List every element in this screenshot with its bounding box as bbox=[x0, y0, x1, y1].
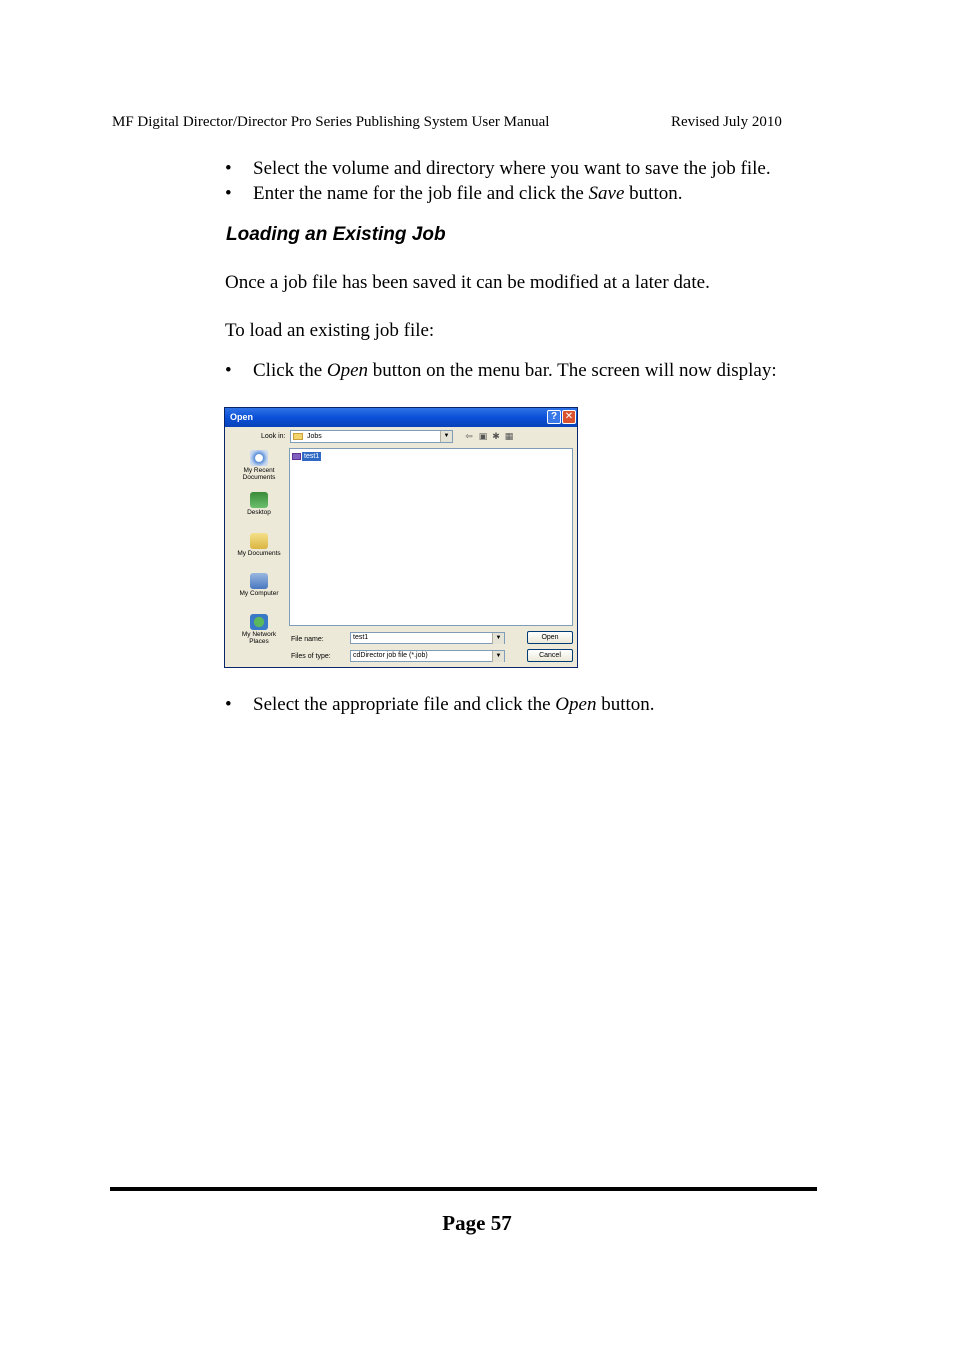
place-label: My Computer bbox=[239, 590, 279, 597]
place-network[interactable] bbox=[230, 614, 288, 645]
up-folder-icon[interactable]: ▣ bbox=[478, 431, 488, 441]
my-documents-icon bbox=[250, 533, 268, 549]
place-desktop[interactable] bbox=[230, 492, 288, 516]
new-folder-icon[interactable]: ✱ bbox=[492, 431, 500, 441]
place-label: My Network bbox=[241, 631, 277, 638]
list-item bbox=[225, 694, 655, 716]
emphasis-save: Save bbox=[588, 183, 625, 204]
place-label: Desktop bbox=[247, 509, 271, 516]
bullet-glyph: • bbox=[225, 694, 232, 715]
section-heading: Loading an Existing Job bbox=[226, 224, 446, 245]
list-item-text: button on the menu bar. The screen will now display: bbox=[368, 360, 777, 381]
bullet-glyph: • bbox=[225, 183, 232, 204]
look-in-dropdown[interactable] bbox=[290, 430, 453, 443]
list-item-text: button. bbox=[624, 183, 683, 204]
folder-icon bbox=[293, 433, 303, 440]
file-type-value: cdDirector job file (*.job) bbox=[353, 652, 428, 659]
place-label: Documents bbox=[242, 474, 276, 481]
open-button[interactable]: Open bbox=[527, 631, 573, 644]
list-item-text: Select the appropriate file and click the bbox=[253, 694, 556, 715]
running-header-title: MF Digital Director/Director Pro Series Publishing System User Manual bbox=[112, 114, 550, 130]
place-label: My Documents bbox=[237, 550, 281, 557]
file-type-label: Files of type: bbox=[291, 653, 331, 660]
list-item bbox=[225, 158, 771, 180]
list-item-text: Select the volume and directory where you want to save the job file. bbox=[253, 158, 771, 179]
file-type-dropdown[interactable] bbox=[350, 650, 505, 662]
place-label: Places bbox=[249, 638, 269, 645]
place-recent-documents[interactable] bbox=[230, 450, 288, 481]
network-places-icon bbox=[250, 614, 268, 630]
places-bar bbox=[230, 448, 288, 658]
close-button[interactable]: ✕ bbox=[562, 410, 576, 424]
dialog-titlebar bbox=[225, 408, 577, 427]
view-menu-icon[interactable]: ▦ bbox=[504, 431, 514, 441]
cancel-button[interactable]: Cancel bbox=[527, 649, 573, 662]
page-number: Page 57 bbox=[442, 1211, 512, 1235]
chevron-down-icon[interactable]: ▼ bbox=[492, 651, 504, 662]
bullet-glyph: • bbox=[225, 158, 232, 179]
footer-rule bbox=[110, 1187, 817, 1191]
dialog-title: Open bbox=[230, 412, 254, 422]
back-arrow-icon[interactable]: ⇦ bbox=[465, 431, 473, 441]
file-list[interactable] bbox=[289, 448, 573, 626]
recent-documents-icon bbox=[250, 450, 268, 466]
file-name-input[interactable] bbox=[350, 632, 505, 644]
paragraph: To load an existing job file: bbox=[225, 320, 435, 341]
help-button[interactable]: ? bbox=[547, 410, 561, 424]
place-label: My Recent bbox=[243, 467, 275, 474]
list-item-text: Click the bbox=[253, 360, 327, 381]
running-header-date: Revised July 2010 bbox=[671, 114, 782, 130]
place-my-documents[interactable] bbox=[230, 533, 288, 557]
paragraph: Once a job file has been saved it can be modified at a later date. bbox=[225, 272, 710, 293]
list-item-text: Enter the name for the job file and click the bbox=[253, 183, 589, 204]
bullet-glyph: • bbox=[225, 360, 232, 381]
emphasis-open: Open bbox=[326, 360, 369, 381]
look-in-label: Look in: bbox=[261, 433, 286, 440]
look-in-value: Jobs bbox=[307, 433, 322, 440]
file-name-label: File name: bbox=[291, 636, 324, 643]
place-my-computer[interactable] bbox=[230, 573, 288, 597]
desktop-icon bbox=[250, 492, 268, 508]
job-file-icon bbox=[292, 453, 301, 460]
list-item-text: button. bbox=[596, 694, 655, 715]
list-item bbox=[225, 360, 777, 382]
open-dialog-figure bbox=[224, 407, 578, 668]
file-name: test1 bbox=[304, 453, 320, 460]
chevron-down-icon[interactable]: ▼ bbox=[440, 431, 452, 442]
my-computer-icon bbox=[250, 573, 268, 589]
emphasis-open: Open bbox=[555, 694, 597, 715]
list-item bbox=[225, 183, 682, 205]
chevron-down-icon[interactable]: ▼ bbox=[492, 633, 504, 644]
file-name-value: test1 bbox=[353, 634, 369, 641]
